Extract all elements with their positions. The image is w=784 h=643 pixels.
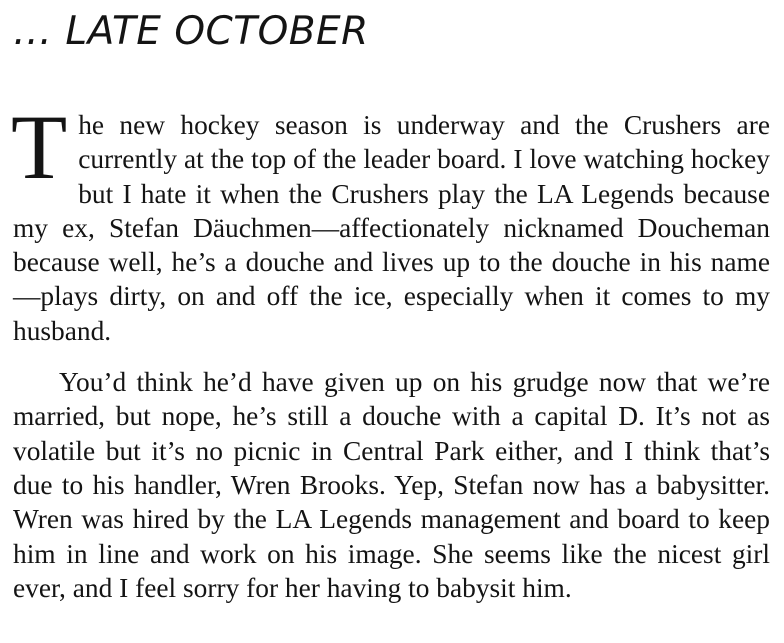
drop-cap: T <box>11 96 68 198</box>
paragraph-1-text: he new hockey season is underway and the Crushers are currently at the top of the leader board. I love watching hockey but I hate it when the Crushers play the LA Legends because my ex, Stefan Däuchmen—affectionately nicknamed Doucheman because well, he’s a douche and lives up to the douche in his name—plays dirty, on and off the ice, especially when it comes to my husband. <box>13 110 770 346</box>
paragraph-2: You’d think he’d have given up on his grudge now that we’re married, but nope, he’s still a douche with a capital D. It’s not as volatile but it’s no picnic in Central Park either, and I think that’s due to his handler, Wren Brooks. Yep, Stefan now has a babysitter. Wren was hired by the LA Legends management and board to keep him in line and work on his image. She seems like the nicest girl ever, and I feel sorry for her having to babysit him. <box>13 367 770 603</box>
paragraph-1 <box>11 96 770 348</box>
chapter-heading: … LATE OCTOBER <box>13 9 369 54</box>
